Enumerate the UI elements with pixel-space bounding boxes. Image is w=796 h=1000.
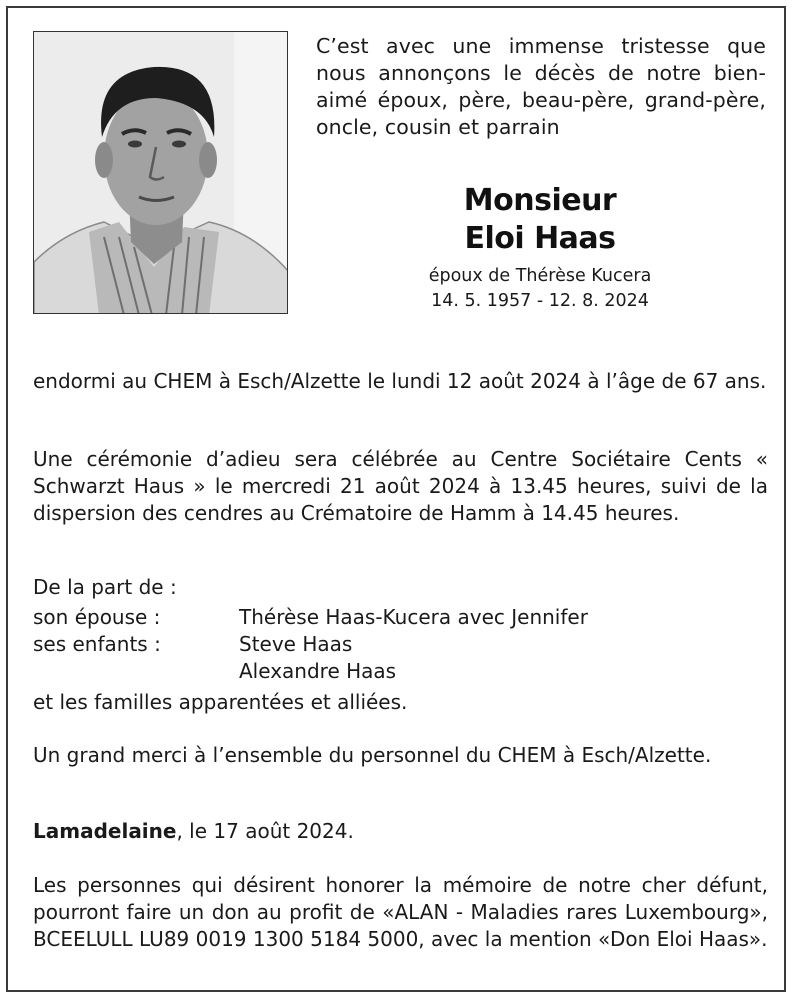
family-label: ses enfants : [33, 632, 161, 656]
life-dates: 14. 5. 1957 - 12. 8. 2024 [431, 291, 649, 311]
families-line: et les familles apparentées et alliées. [33, 690, 408, 714]
deceased-name: Eloi Haas [464, 221, 616, 256]
intro-text: C’est avec une immense tristesse que nous annonçons le décès de notre bien-aimé époux, père, beau-père, grand-père, oncle, cousin et parrain [316, 34, 766, 139]
thanks-paragraph: Un grand merci à l’ensemble du personnel du CHEM à Esch/Alzette. [33, 743, 712, 767]
portrait-photo [33, 31, 288, 314]
ceremony-paragraph: Une cérémonie d’adieu sera célébrée au Centre Sociétaire Cents « Schwarzt Haus » le mercredi 21 août 2024 à 13.45 heures, suivi de la dispersion des cendres au Crématoire de Hamm à 14.45 heures. [33, 447, 768, 525]
family-value: Thérèse Haas-Kucera avec Jennifer [239, 605, 588, 629]
passing-paragraph: endormi au CHEM à Esch/Alzette le lundi 12 août 2024 à l’âge de 67 ans. [33, 369, 767, 393]
donation-paragraph: Les personnes qui désirent honorer la mémoire de notre cher défunt, pourront faire un don au profit de «ALAN - Maladies rares Luxembourg», BCEELULL LU89 0019 1300 5184 5000, avec la mention «Don Eloi Haas». [33, 873, 768, 951]
place-name: Lamadelaine [33, 819, 177, 843]
spouse-line: époux de Thérèse Kucera [428, 266, 652, 286]
deceased-header [340, 182, 740, 314]
family-value: Alexandre Haas [239, 659, 397, 683]
portrait-illustration [34, 32, 288, 314]
place-date: , le 17 août 2024. [176, 819, 354, 843]
honorific: Monsieur [463, 183, 617, 218]
family-value: Steve Haas [239, 632, 353, 656]
place-date-line [33, 818, 768, 845]
from-label: De la part de : [33, 575, 177, 599]
family-label: son épouse : [33, 605, 161, 629]
